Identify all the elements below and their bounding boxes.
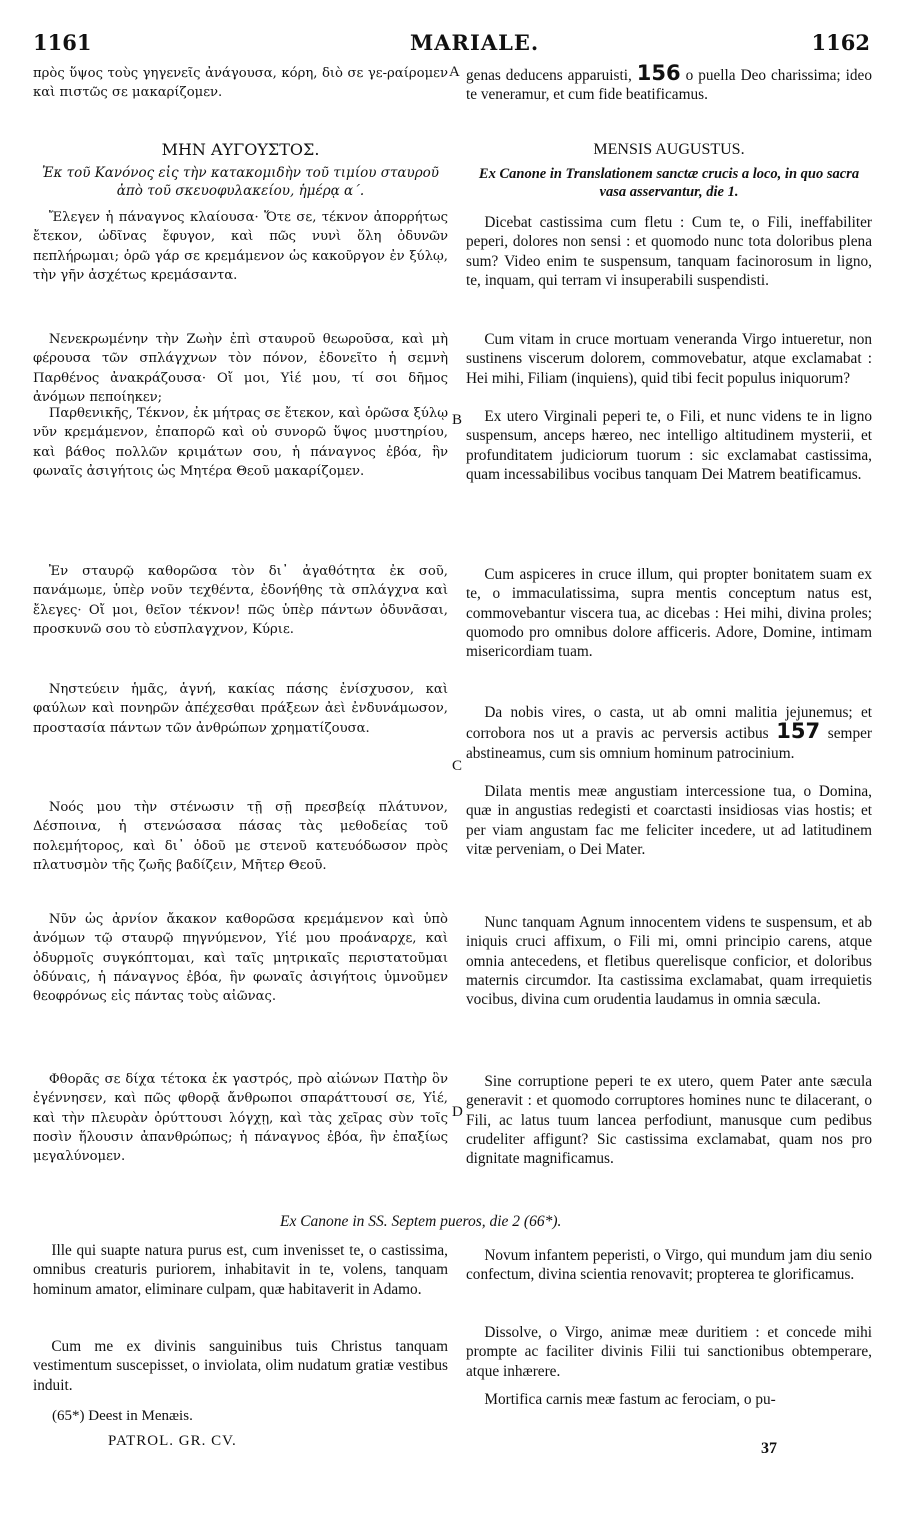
margin-letter-b: B xyxy=(452,412,463,428)
greek-paragraph-text: Νῦν ὡς ἀρνίον ἄκακον καθορῶσα κρεμάμενον καὶ ὑπὸ ἀνόμων τῷ σταυρῷ πηγνύμενον, Υἱέ μου προάναρχε, καὶ ὀδυρμοῖς συγκόπτομαι, καὶ ταῖς μητρικαῖς περιστατοῦμαι ὀδύναις, ἡ πάναγνος ἐβόα, ἣν φωναῖς ἀσιγήτοις ὑμνοῦμεν θεοφρόνως εἰς πάντας τοὺς αἰῶνας. xyxy=(33,912,448,1005)
greek-paragraph xyxy=(33,208,448,285)
latin-paragraph-text: Nunc tanquam Agnum innocentem videns te suspensum, et ab iniquis cruci affixum, o Fili mi, omni principio carens, atque omnia antecedens, et fletibus querelisque conficior, et doloribus maternis circumdor. Ita castissima exclamabat, quam irrequietis vocibus, divina cum orudentia laudamus in omnia sæcula. xyxy=(466,914,872,1009)
latin-intro-text xyxy=(466,61,872,105)
greek-paragraph xyxy=(33,404,448,481)
greek-intro-text: πρὸς ὕψος τοὺς γηγενεῖς ἀνάγουσα, κόρη, διὸ σε γε-ραίρομεν καὶ πιστῶς σε μακαρίζομεν. xyxy=(33,66,448,101)
latin-paragraph xyxy=(466,1072,872,1168)
latin-paragraph-text xyxy=(466,703,872,763)
greek-paragraph-text: Νηστεύειν ἡμᾶς, ἁγνή, κακίας πάσης ἐνίσχυσον, καὶ φαύλων καὶ πονηρῶν ἀπέχεσθαι πράξεων ἀεὶ ἐνδυνάμωσον, προστασία πάντων τῶν ἀνθρώπων χρηματίζουσα. xyxy=(33,682,448,736)
lower-left-text: Ille qui suapte natura purus est, cum invenisset te, o castissima, omnibus creaturis puriorem, inhabitavit in te, volens, tanquam hominum amator, eliminare culpam, quæ habitaverit in Adamo. xyxy=(33,1242,448,1298)
greek-paragraph-text: Παρθενικῆς, Τέκνον, ἐκ μήτρας σε ἔτεκον, καὶ ὁρῶσα ξύλῳ νῦν κρεμάμενον, ἐπαπορῶ καὶ οὐ συνορῶ ὕψος μυστηρίου, καὶ βάθος πολλῶν κριμάτων σου, ἡ πάναγνος ἐβόα, ἣν φωναῖς ἀσιγήτοις ὡς Μητέρα Θεοῦ μακαρίζομεν. xyxy=(33,406,448,479)
latin-intro xyxy=(466,61,872,105)
greek-paragraph-text: Νενεκρωμένην τὴν Ζωὴν ἐπὶ σταυροῦ θεωροῦσα, καὶ μὴ φέρουσα τῶν σπλάγχνων τὸν πόνον, ἐδονεῖτο ἡ σεμνὴ Παρθένος ἀνακράζουσα· Οἴ μοι, Υἱέ μου, τί σοι δῆμος ἀνόμων πεποίηκεν; xyxy=(33,332,448,405)
margin-letter-d: D xyxy=(452,1104,463,1120)
footnote: (65*) Deest in Menæis. xyxy=(52,1408,193,1424)
greek-subtitle: Ἐκ τοῦ Κανόνος εἰς τὴν κατακομιδὴν τοῦ τιμίου σταυροῦ ἀπὸ τοῦ σκευοφυλακείου, ἡμέρᾳ α΄. xyxy=(41,165,440,199)
latin-paragraph xyxy=(466,565,872,661)
greek-paragraph xyxy=(33,680,448,738)
latin-paragraph xyxy=(466,213,872,290)
footer-source: PATROL. GR. CV. xyxy=(108,1433,237,1449)
latin-title: MENSIS AUGUSTUS. xyxy=(593,141,745,158)
section-subtitle: Ex Canone in SS. Septem pueros, die 2 (66*). xyxy=(280,1213,562,1230)
lower-right-text: Mortifica carnis meæ fastum ac ferociam, o pu- xyxy=(484,1391,776,1408)
lower-right-text: Dissolve, o Virgo, animæ meæ duritiem : et concede mihi prompte ac faciliter divinis Filii tui sanctionibus obtemperare, atque inhærere. xyxy=(466,1324,872,1380)
greek-paragraph-text: Φθορᾶς σε δίχα τέτοκα ἐκ γαστρός, πρὸ αἰώνων Πατὴρ ὃν ἐγέννησεν, καὶ πῶς φθορᾷ ἄνθρωποι σπαράττουσί σε, Υἱέ, καὶ τὴν πλευρὰν ὀρύττουσι λόγχῃ, καὶ τὰς χεῖρας σὺν τοῖς ποσὶν ἥλουσιν ἀπανθρώπως; ἡ πάναγνος ἐβόα, ἣν ἐπαξίως μεγαλύνομεν. xyxy=(33,1072,448,1165)
column-marker-156: 156 xyxy=(636,61,681,85)
greek-intro xyxy=(33,64,448,103)
lower-right-paragraph xyxy=(466,1323,872,1381)
greek-paragraph-text: Ἐν σταυρῷ καθορῶσα τὸν δι᾿ ἀγαθότητα ἐκ σοῦ, πανάμωμε, ὑπὲρ νοῦν τεχθέντα, ἐδονήθης τὰ σπλάγχνα καὶ ἔλεγες· Οἴ μοι, θεῖον τέκνον! πῶς ὑπὲρ πάντων ὀδυνᾶσαι, προσκυνῶ σου τὸ εὐσπλαγχνον, Κύριε. xyxy=(33,564,448,637)
latin-para5-a: Da nobis vires, o casta, ut ab omni malitia jejunemus; et corrobora nos ut a pravis ac perversis actibus xyxy=(466,704,872,743)
running-head: MARIALE. xyxy=(410,30,540,55)
column-number-left: 1161 xyxy=(33,30,92,55)
greek-paragraph-text: Ἔλεγεν ἡ πάναγνος κλαίουσα· Ὅτε σε, τέκνον ἀπορρήτως ἔτεκον, ὠδῖνας ἔφυγον, καὶ πῶς νυνὶ ὅλη ὀδυνῶν πεπλήρωμαι; ὁρῶ γάρ σε κρεμάμενον ὡς κακοῦργον ἐν ξύλῳ, τὴν γῆν ἀσχέτως κρεμάσαντα. xyxy=(33,210,448,283)
latin-paragraph-text: Ex utero Virginali peperi te, o Fili, et nunc videns te in ligno suspensum, anceps hæreo, nec intelligo altitudinem mysterii, et profunditatem judiciorum tuorum : sic exclamabat castissima, quam incessabilibus vocibus tanquam Dei Matrem beatificamus. xyxy=(466,408,872,483)
margin-letter-a: A xyxy=(449,64,460,80)
latin-intro-a: genas deducens apparuisti, xyxy=(466,67,632,84)
greek-paragraph xyxy=(33,562,448,639)
latin-paragraph xyxy=(466,407,872,484)
signature-number: 37 xyxy=(761,1440,777,1457)
lower-right-paragraph xyxy=(466,1390,872,1409)
greek-paragraph xyxy=(33,1070,448,1166)
lower-left-paragraph xyxy=(33,1241,448,1299)
greek-paragraph xyxy=(33,330,448,407)
latin-intro-b: o puella Deo charissima; ideo te veneramur, et cum fide beatificamus. xyxy=(466,67,872,104)
latin-paragraph-text: Cum vitam in cruce mortuam veneranda Virgo intueretur, non sustinens viscerum dolorem, commovebatur, atque exclamabat : Hei mihi, Filiam (inquiens), quid tibi fecit populus iniquorum? xyxy=(466,331,872,387)
lower-left-paragraph xyxy=(33,1337,448,1395)
latin-paragraph xyxy=(466,703,872,763)
column-number-right: 1162 xyxy=(811,30,870,55)
latin-paragraph-text: Sine corruptione peperi te ex utero, quem Pater ante sæcula generavit : et quomodo corruptores homines nunc te dilacerant, o Fili, ac latus tuum lancea perfodiunt, manusque cum pedibus crudeliter affigunt? Sic castissima exclamabat, quam nos pro dignitate magnificamus. xyxy=(466,1073,872,1168)
lower-left-text: Cum me ex divinis sanguinibus tuis Christus tanquam vestimentum suscepisset, o inviolata, olim nudatum gratiæ vestibus induit. xyxy=(33,1338,448,1394)
greek-paragraph xyxy=(33,910,448,1006)
greek-title: ΜΗΝ ΑΥΓΟΥΣΤΟΣ. xyxy=(161,140,320,159)
latin-paragraph-text: Dicebat castissima cum fletu : Cum te, o Fili, ineffabiliter peperi, dolores non sensi : et quomodo nunc tota doloribus plena sum? Video enim te suspensum, tanquam facinorosum in ligno, te, inquam, qui terram vi insuperabili suspendisti. xyxy=(466,214,872,289)
lower-right-paragraph xyxy=(466,1246,872,1285)
latin-para5-b: semper abstineamus, cum sis omnium hominum patrocinium. xyxy=(466,725,872,762)
greek-paragraph-text: Νοός μου τὴν στένωσιν τῇ σῇ πρεσβείᾳ πλάτυνον, Δέσποινα, ἡ στενώσασα πάσας τὰς μεθοδείας τοῦ πολεμήτορος, καὶ δι᾿ ὁδοῦ με στενοῦ κατευόδωσον πρὸς πλατυσμὸν τῆς ζωῆς βαδίζειν, Μῆτερ Θεοῦ. xyxy=(33,800,448,873)
greek-paragraph xyxy=(33,798,448,875)
lower-right-text: Novum infantem peperisti, o Virgo, qui mundum jam diu senio confectum, divina scientia renovavit; propterea te glorificamus. xyxy=(466,1247,872,1284)
latin-paragraph-text: Cum aspiceres in cruce illum, qui propter bonitatem suam ex te, o immaculatissima, supra mentis conceptum natus est, commovebantur viscera tua, ac dicebas : Hei mihi, divina proles; quomodo pro omnibus dolore afficeris. Adore, Domine, intimam misericordiam tuam. xyxy=(466,566,872,661)
latin-paragraph xyxy=(466,782,872,859)
latin-paragraph xyxy=(466,913,872,1009)
latin-paragraph-text: Dilata mentis meæ angustiam intercessione tua, o Domina, quæ in angustias redegisti et coarctasti insidiosas vias hostis; et per viam angustam fac me feliciter incedere, ut ad latitudinem vitæ perveniam, o Dei Mater. xyxy=(466,783,872,858)
latin-subtitle: Ex Canone in Translationem sanctæ crucis a loco, in quo sacra vasa asservantur, die 1. xyxy=(478,166,860,200)
latin-paragraph xyxy=(466,330,872,388)
column-marker-157: 157 xyxy=(776,719,821,744)
margin-letter-c: C xyxy=(452,758,463,774)
